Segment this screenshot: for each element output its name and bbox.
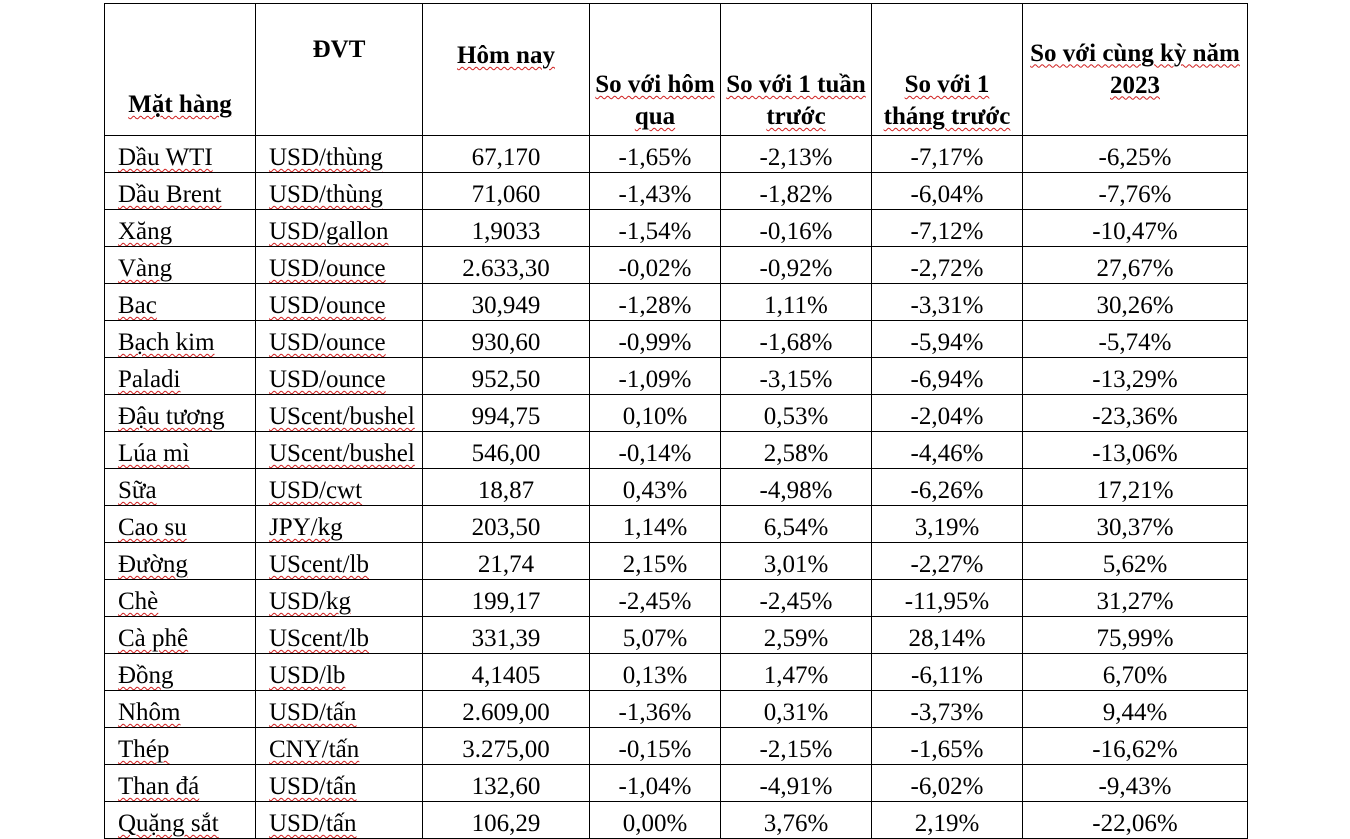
cell-today: 132,60	[423, 765, 590, 802]
cell-vs-week: -1,82%	[721, 173, 872, 210]
cell-vs-last-year: 17,21%	[1023, 469, 1248, 506]
header-vs-week: So với 1 tuần trước	[721, 4, 872, 136]
cell-unit: USD/gallon	[256, 210, 423, 247]
cell-commodity: Dầu WTI	[105, 136, 256, 173]
cell-today: 18,87	[423, 469, 590, 506]
cell-vs-last-year: 6,70%	[1023, 654, 1248, 691]
cell-vs-month: -6,04%	[872, 173, 1023, 210]
cell-unit: CNY/tấn	[256, 728, 423, 765]
cell-unit: USD/thùng	[256, 136, 423, 173]
cell-unit: JPY/kg	[256, 506, 423, 543]
cell-vs-last-year: -13,29%	[1023, 358, 1248, 395]
cell-vs-month: -6,26%	[872, 469, 1023, 506]
cell-vs-week: 2,59%	[721, 617, 872, 654]
table-row	[105, 210, 1248, 247]
cell-vs-month: -2,72%	[872, 247, 1023, 284]
cell-vs-month: -3,31%	[872, 284, 1023, 321]
cell-commodity: Cà phê	[105, 617, 256, 654]
header-vs-last-year: So với cùng kỳ năm 2023	[1023, 4, 1248, 136]
cell-vs-last-year: 27,67%	[1023, 247, 1248, 284]
cell-vs-week: 1,47%	[721, 654, 872, 691]
cell-commodity: Chè	[105, 580, 256, 617]
cell-commodity: Dầu Brent	[105, 173, 256, 210]
cell-vs-last-year: 31,27%	[1023, 580, 1248, 617]
table-row	[105, 765, 1248, 802]
cell-vs-yesterday: -1,36%	[590, 691, 721, 728]
cell-today: 30,949	[423, 284, 590, 321]
table-row	[105, 358, 1248, 395]
cell-today: 930,60	[423, 321, 590, 358]
cell-vs-week: 1,11%	[721, 284, 872, 321]
cell-today: 994,75	[423, 395, 590, 432]
cell-vs-yesterday: 0,13%	[590, 654, 721, 691]
cell-unit: USD/ounce	[256, 321, 423, 358]
cell-today: 21,74	[423, 543, 590, 580]
cell-commodity: Bạch kim	[105, 321, 256, 358]
cell-vs-month: -1,65%	[872, 728, 1023, 765]
cell-vs-week: -4,91%	[721, 765, 872, 802]
cell-vs-yesterday: -1,09%	[590, 358, 721, 395]
cell-today: 546,00	[423, 432, 590, 469]
table-row	[105, 469, 1248, 506]
table-row	[105, 580, 1248, 617]
table-row	[105, 321, 1248, 358]
cell-commodity: Bac	[105, 284, 256, 321]
cell-vs-week: -4,98%	[721, 469, 872, 506]
table-row	[105, 728, 1248, 765]
header-vs-month: So với 1 tháng trước	[872, 4, 1023, 136]
cell-unit: USD/ounce	[256, 284, 423, 321]
cell-vs-last-year: -9,43%	[1023, 765, 1248, 802]
table-row	[105, 284, 1248, 321]
cell-vs-yesterday: -2,45%	[590, 580, 721, 617]
cell-vs-week: -2,13%	[721, 136, 872, 173]
cell-vs-yesterday: 2,15%	[590, 543, 721, 580]
table-row	[105, 506, 1248, 543]
cell-commodity: Paladi	[105, 358, 256, 395]
cell-vs-last-year: 9,44%	[1023, 691, 1248, 728]
cell-unit: UScent/bushel	[256, 432, 423, 469]
table-row	[105, 617, 1248, 654]
cell-vs-week: -2,15%	[721, 728, 872, 765]
cell-vs-week: 3,01%	[721, 543, 872, 580]
cell-today: 203,50	[423, 506, 590, 543]
cell-vs-month: -3,73%	[872, 691, 1023, 728]
cell-vs-yesterday: -0,15%	[590, 728, 721, 765]
cell-vs-last-year: -7,76%	[1023, 173, 1248, 210]
header-today: Hôm nay	[423, 4, 590, 136]
cell-vs-month: -5,94%	[872, 321, 1023, 358]
cell-vs-month: 3,19%	[872, 506, 1023, 543]
table-row	[105, 432, 1248, 469]
cell-vs-yesterday: 0,43%	[590, 469, 721, 506]
cell-unit: USD/tấn	[256, 802, 423, 839]
cell-vs-yesterday: 5,07%	[590, 617, 721, 654]
cell-today: 2.609,00	[423, 691, 590, 728]
cell-unit: USD/thùng	[256, 173, 423, 210]
cell-unit: USD/lb	[256, 654, 423, 691]
cell-vs-last-year: 75,99%	[1023, 617, 1248, 654]
cell-vs-month: -6,02%	[872, 765, 1023, 802]
cell-commodity: Than đá	[105, 765, 256, 802]
cell-vs-yesterday: -1,28%	[590, 284, 721, 321]
cell-commodity: Sữa	[105, 469, 256, 506]
cell-unit: USD/ounce	[256, 358, 423, 395]
cell-commodity: Cao su	[105, 506, 256, 543]
commodity-price-table	[104, 3, 1248, 839]
cell-unit: UScent/lb	[256, 617, 423, 654]
table-row	[105, 173, 1248, 210]
cell-vs-yesterday: -1,43%	[590, 173, 721, 210]
table-row	[105, 654, 1248, 691]
cell-vs-yesterday: 0,10%	[590, 395, 721, 432]
cell-vs-last-year: -16,62%	[1023, 728, 1248, 765]
cell-today: 1,9033	[423, 210, 590, 247]
cell-vs-yesterday: -1,54%	[590, 210, 721, 247]
cell-vs-last-year: -6,25%	[1023, 136, 1248, 173]
cell-today: 4,1405	[423, 654, 590, 691]
table-row	[105, 691, 1248, 728]
cell-vs-month: -4,46%	[872, 432, 1023, 469]
cell-today: 67,170	[423, 136, 590, 173]
cell-commodity: Vàng	[105, 247, 256, 284]
header-unit: ĐVT	[256, 4, 423, 136]
cell-today: 2.633,30	[423, 247, 590, 284]
cell-vs-week: 0,53%	[721, 395, 872, 432]
cell-unit: UScent/lb	[256, 543, 423, 580]
cell-vs-month: -7,12%	[872, 210, 1023, 247]
cell-vs-week: -0,16%	[721, 210, 872, 247]
table-row	[105, 395, 1248, 432]
cell-vs-month: 2,19%	[872, 802, 1023, 839]
cell-vs-yesterday: -0,99%	[590, 321, 721, 358]
cell-vs-yesterday: -1,65%	[590, 136, 721, 173]
cell-vs-last-year: -23,36%	[1023, 395, 1248, 432]
table-row	[105, 543, 1248, 580]
cell-vs-last-year: 30,26%	[1023, 284, 1248, 321]
cell-vs-month: -2,04%	[872, 395, 1023, 432]
cell-vs-week: -1,68%	[721, 321, 872, 358]
cell-vs-last-year: -10,47%	[1023, 210, 1248, 247]
cell-commodity: Nhôm	[105, 691, 256, 728]
cell-vs-last-year: -22,06%	[1023, 802, 1248, 839]
cell-vs-last-year: -5,74%	[1023, 321, 1248, 358]
cell-commodity: Xăng	[105, 210, 256, 247]
cell-vs-month: -6,11%	[872, 654, 1023, 691]
cell-vs-yesterday: -1,04%	[590, 765, 721, 802]
cell-commodity: Lúa mì	[105, 432, 256, 469]
cell-vs-month: -6,94%	[872, 358, 1023, 395]
cell-today: 71,060	[423, 173, 590, 210]
cell-unit: UScent/bushel	[256, 395, 423, 432]
cell-commodity: Đồng	[105, 654, 256, 691]
cell-vs-week: 6,54%	[721, 506, 872, 543]
table-row	[105, 802, 1248, 839]
cell-commodity: Quặng sắt	[105, 802, 256, 839]
cell-vs-last-year: 30,37%	[1023, 506, 1248, 543]
cell-vs-last-year: -13,06%	[1023, 432, 1248, 469]
cell-today: 331,39	[423, 617, 590, 654]
cell-vs-month: -2,27%	[872, 543, 1023, 580]
table-body	[105, 136, 1248, 839]
cell-today: 199,17	[423, 580, 590, 617]
cell-unit: USD/kg	[256, 580, 423, 617]
cell-vs-week: -2,45%	[721, 580, 872, 617]
header-commodity: Mặt hàng	[105, 4, 256, 136]
cell-today: 106,29	[423, 802, 590, 839]
cell-vs-last-year: 5,62%	[1023, 543, 1248, 580]
cell-vs-week: -0,92%	[721, 247, 872, 284]
cell-commodity: Đường	[105, 543, 256, 580]
cell-vs-yesterday: 0,00%	[590, 802, 721, 839]
table-row	[105, 136, 1248, 173]
header-vs-yesterday: So với hôm qua	[590, 4, 721, 136]
cell-vs-month: 28,14%	[872, 617, 1023, 654]
cell-commodity: Thép	[105, 728, 256, 765]
cell-unit: USD/tấn	[256, 691, 423, 728]
cell-vs-month: -11,95%	[872, 580, 1023, 617]
cell-unit: USD/ounce	[256, 247, 423, 284]
cell-today: 952,50	[423, 358, 590, 395]
cell-commodity: Đậu tương	[105, 395, 256, 432]
cell-vs-week: 0,31%	[721, 691, 872, 728]
cell-vs-yesterday: -0,02%	[590, 247, 721, 284]
cell-unit: USD/tấn	[256, 765, 423, 802]
cell-unit: USD/cwt	[256, 469, 423, 506]
table-row	[105, 247, 1248, 284]
cell-vs-week: -3,15%	[721, 358, 872, 395]
cell-vs-week: 3,76%	[721, 802, 872, 839]
table-header-row	[105, 4, 1248, 136]
cell-vs-yesterday: -0,14%	[590, 432, 721, 469]
cell-vs-yesterday: 1,14%	[590, 506, 721, 543]
cell-vs-month: -7,17%	[872, 136, 1023, 173]
cell-vs-week: 2,58%	[721, 432, 872, 469]
cell-today: 3.275,00	[423, 728, 590, 765]
